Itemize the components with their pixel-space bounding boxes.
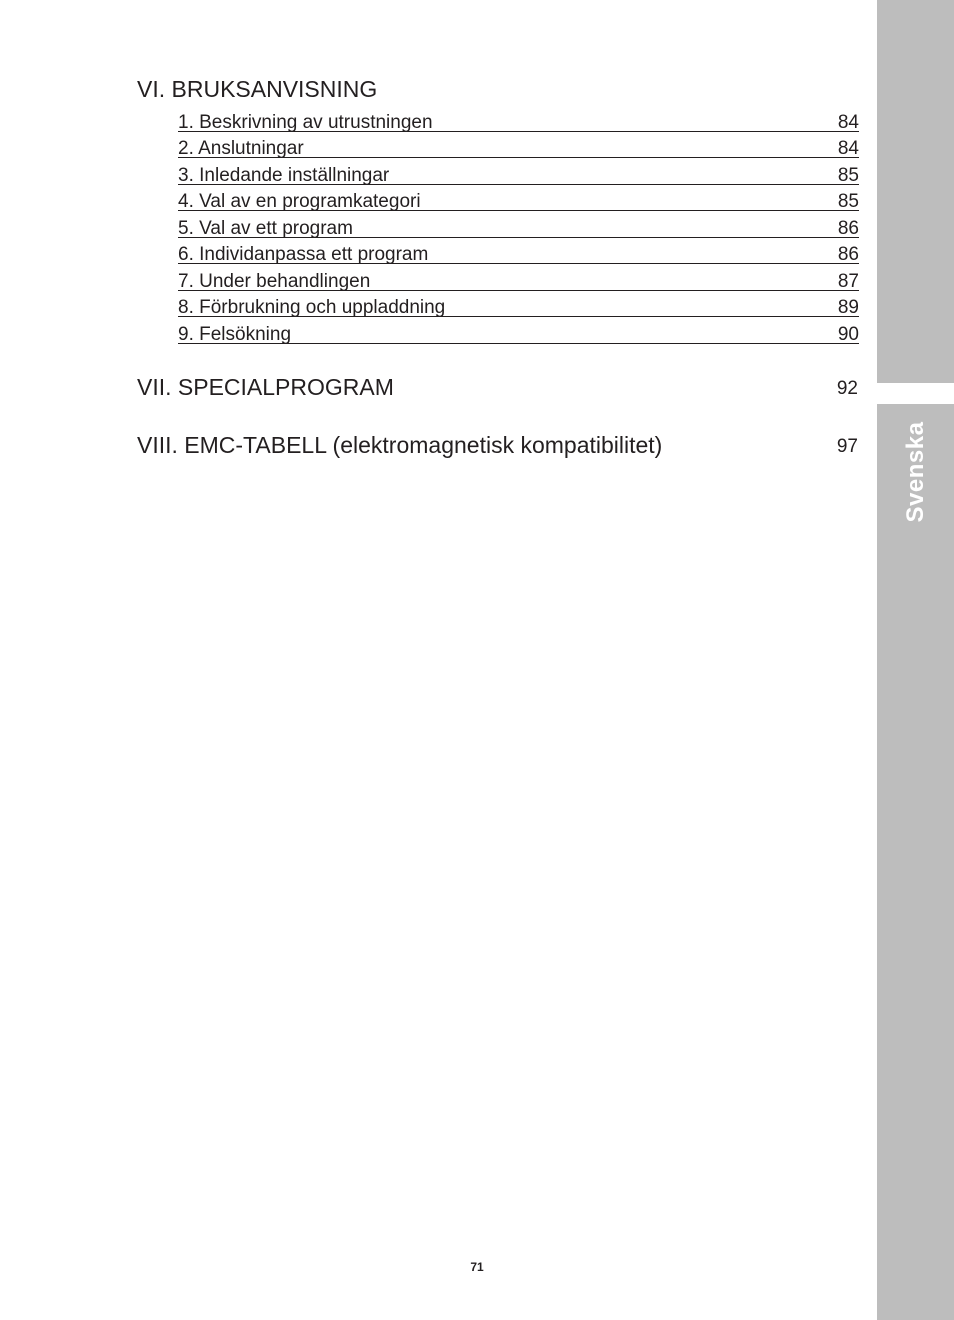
toc-entry[interactable] [178,238,859,265]
toc-entry-label: 1. Beskrivning av utrustningen [178,111,433,133]
toc-entry-label: 7. Under behandlingen [178,270,371,292]
language-tab [877,404,954,544]
side-tab-upper [877,0,954,383]
toc-entry[interactable] [178,211,859,238]
toc-list-vi [178,105,859,344]
toc-entry-label: 5. Val av ett program [178,217,353,239]
toc-entry[interactable] [178,105,859,132]
toc-entry-page: 90 [837,323,859,345]
toc-entry-page: 84 [837,138,859,159]
toc-entry[interactable] [178,132,859,159]
toc-entry-page: 87 [837,270,859,292]
toc-entry[interactable] [178,291,859,318]
toc-entry[interactable] [178,158,859,185]
section-title-vi: VI. BRUKSANVISNING [137,76,378,102]
toc-entry-page: 85 [837,191,859,212]
section-title-viii[interactable]: VIII. EMC-TABELL (elektromagnetisk kompatibilitet) [137,432,663,458]
toc-entry-label: 9. Felsökning [178,323,292,345]
toc-entry-page: 85 [837,164,859,186]
toc-entry-label: 2. Anslutningar [178,138,304,159]
toc-entry-page: 86 [837,217,859,239]
language-label: Svenska [901,421,929,523]
toc-entry-label: 8. Förbrukning och uppladdning [178,297,446,318]
section-title-vii[interactable]: VII. SPECIALPROGRAM [137,374,394,400]
page-number: 71 [470,1260,484,1274]
section-page-vii: 92 [836,378,858,399]
toc-entry-page: 86 [837,244,859,265]
toc-entry[interactable] [178,264,859,291]
toc-entry-page: 84 [837,111,859,133]
toc-entry-label: 4. Val av en programkategori [178,191,421,212]
toc-entry[interactable] [178,185,859,212]
toc-entry-label: 6. Individanpassa ett program [178,244,429,265]
toc-entry-label: 3. Inledande inställningar [178,164,390,186]
toc-entry-page: 89 [837,297,859,318]
section-page-viii: 97 [836,436,858,457]
toc-entry[interactable] [178,317,859,344]
